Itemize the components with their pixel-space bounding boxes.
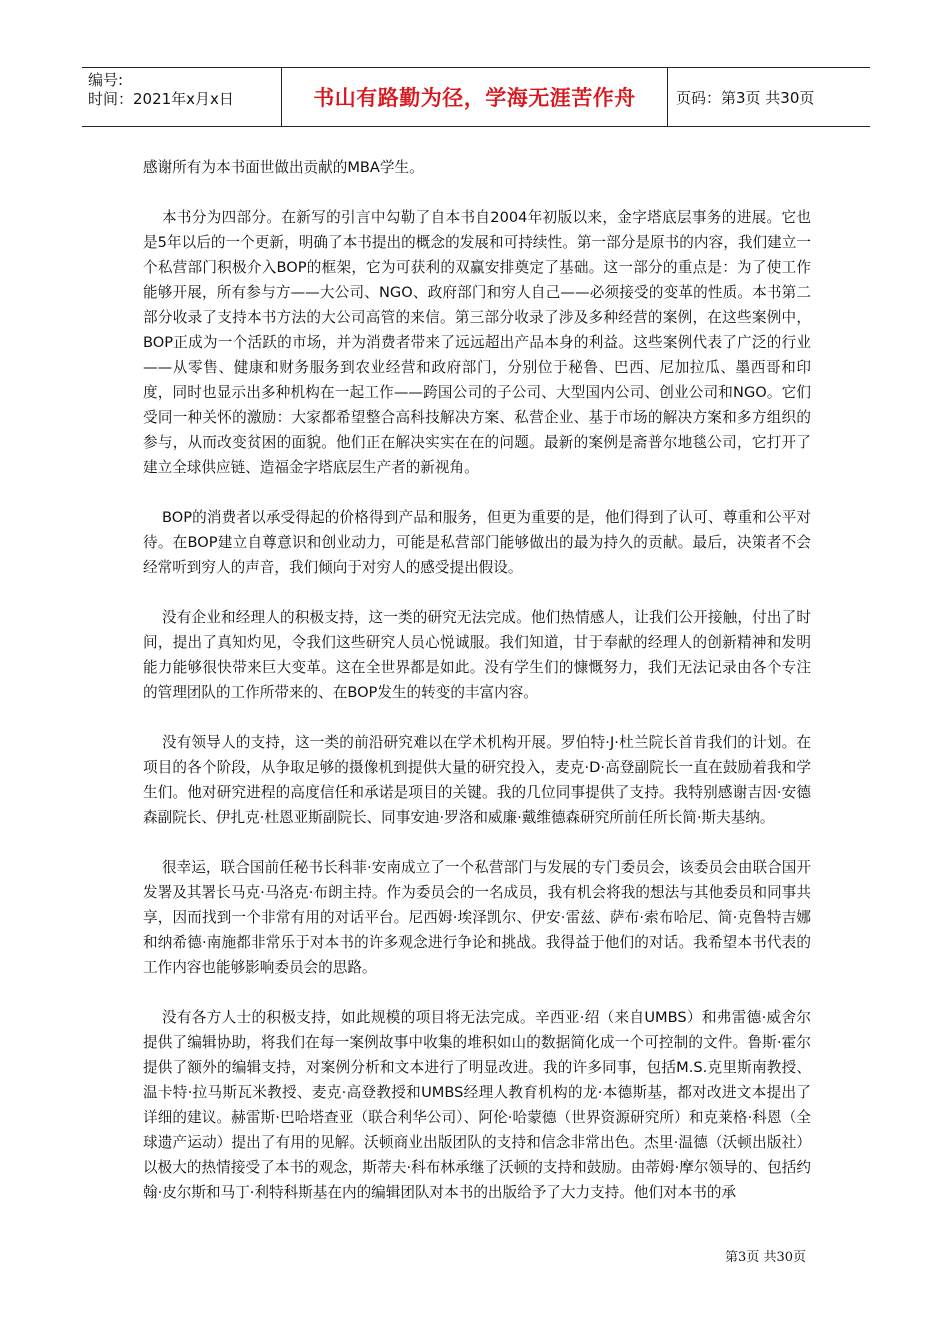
page-footer: 第3页 共30页 [725, 1250, 806, 1265]
number-label: 编号: [88, 71, 124, 89]
body-text [143, 155, 811, 1205]
time-label: 时间：2021年x月x日 [88, 90, 234, 108]
paragraph-4: 没有企业和经理人的积极支持，这一类的研究无法完成。他们热情感人，让我们公开接触，付出了时间，提出了真知灼见，令我们这些研究人员心悦诚服。我们知道，甘于奉献的经理人的创新精神和发明能力能够很快带来巨大变革。这在全世界都是如此。没有学生们的慷慨努力，我们无法记录由各个专注的管理团队的工作所带来的、在BOP发生的转变的丰富内容。 [143, 609, 811, 701]
header-motto: 书山有路勤为径，学海无涯苦作舟 [282, 68, 668, 126]
page-header [82, 67, 870, 127]
header-page-code: 页码：第3页 共30页 [676, 88, 815, 107]
paragraph-6: 很幸运，联合国前任秘书长科菲·安南成立了一个私营部门与发展的专门委员会，该委员会由联合国开发署及其署长马克·马洛克·布朗主持。作为委员会的一名成员，我有机会将我的想法与其他委员和同事共享，因而找到一个非常有用的对话平台。尼西姆·埃泽凯尔、伊安·雷兹、萨布·索布哈尼、简·克鲁特吉娜和纳希德·南施都非常乐于对本书的许多观念进行争论和挑战。我得益于他们的对话。我希望本书代表的工作内容也能够影响委员会的思路。 [143, 859, 811, 976]
paragraph-1: 感谢所有为本书面世做出贡献的MBA学生。 [143, 159, 424, 176]
paragraph-3: BOP的消费者以承受得起的价格得到产品和服务，但更为重要的是，他们得到了认可、尊重和公平对待。在BOP建立自尊意识和创业动力，可能是私营部门能够做出的最为持久的贡献。最后，决策者不会经常听到穷人的声音，我们倾向于对穷人的感受提出假设。 [143, 509, 811, 576]
paragraph-2: 本书分为四部分。在新写的引言中勾勒了自本书自2004年初版以来，金字塔底层事务的进展。它也是5年以后的一个更新，明确了本书提出的概念的发展和可持续性。第一部分是原书的内容，我们建立一个私营部门积极介入BOP的框架，它为可获利的双赢安排奠定了基础。这一部分的重点是：为了使工作能够开展，所有参与方——大公司、NGO、政府部门和穷人自己——必须接受的变革的性质。本书第二部分收录了支持本书方法的大公司高管的来信。第三部分收录了涉及多种经营的案例，在这些案例中，BOP正成为一个活跃的市场，并为消费者带来了远远超出产品本身的利益。这些案例代表了广泛的行业——从零售、健康和财务服务到农业经营和政府部门，分别位于秘鲁、巴西、尼加拉瓜、墨西哥和印度，同时也显示出多种机构在一起工作——跨国公司的子公司、大型国内公司、创业公司和NGO。它们受同一种关怀的激励：大家都希望整合高科技解决方案、私营企业、基于市场的解决方案和多方组织的参与，从而改变贫困的面貌。他们正在解决实实在在的问题。最新的案例是斋普尔地毯公司，它打开了建立全球供应链、造福金字塔底层生产者的新视角。 [143, 209, 811, 476]
paragraph-5: 没有领导人的支持，这一类的前沿研究难以在学术机构开展。罗伯特·J·杜兰院长首肯我们的计划。在项目的各个阶段，从争取足够的摄像机到提供大量的研究投入，麦克·D·高登副院长一直在鼓励着我和学生们。他对研究进程的高度信任和承诺是项目的关键。我的几位同事提供了支持。我特别感谢吉因·安德森副院长、伊扎克·杜恩亚斯副院长、同事安迪·罗洛和威廉·戴维德森研究所前任所长简·斯夫基纳。 [143, 734, 811, 826]
paragraph-7: 没有各方人士的积极支持，如此规模的项目将无法完成。辛西亚·绍（来自UMBS）和弗雷德·威舍尔提供了编辑协助，将我们在每一案例故事中收集的堆积如山的数据简化成一个可控制的文件。鲁斯·霍尔提供了额外的编辑支持，对案例分析和文本进行了明显改进。我的许多同事，包括M.S.克里斯南教授、温卡特·拉马斯瓦米教授、麦克·高登教授和UMBS经理人教育机构的龙·本德斯基，都对改进文本提出了详细的建议。赫雷斯·巴哈塔查亚（联合利华公司）、阿伦·哈蒙德（世界资源研究所）和克莱格·科恩（全球遗产运动）提出了有用的见解。沃顿商业出版团队的支持和信念非常出色。杰里·温德（沃顿出版社）以极大的热情接受了本书的观念，斯蒂夫·科布林承继了沃顿的支持和鼓励。由蒂姆·摩尔领导的、包括约翰·皮尔斯和马丁·利特科斯基在内的编辑团队对本书的出版给予了大力支持。他们对本书的承 [143, 1009, 811, 1201]
header-meta [82, 68, 282, 126]
